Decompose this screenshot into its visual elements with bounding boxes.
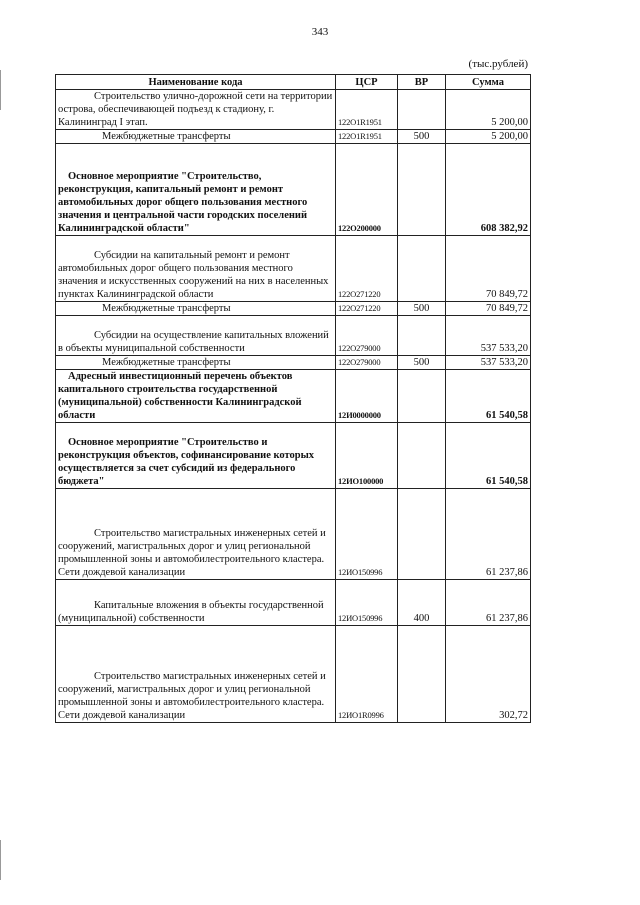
budget-table	[55, 74, 531, 723]
page-number: 343	[311, 26, 329, 38]
row-vr: 500	[398, 130, 446, 144]
row-name	[56, 90, 336, 130]
row-code: 12ИО150996	[336, 580, 398, 626]
row-vr	[398, 423, 446, 489]
row-name-text: Межбюджетные трансферты	[102, 357, 231, 368]
row-name-text: Строительство улично-дорожной сети на территории острова, обеспечивающей подъезд к стадиону, г. Калининград I этап.	[58, 91, 333, 128]
table-row	[56, 302, 531, 316]
row-code: 122О1R1951	[336, 130, 398, 144]
table-row	[56, 370, 531, 423]
row-name	[56, 423, 336, 489]
scan-edge-mark	[0, 70, 1, 110]
header-sum: Сумма	[446, 75, 531, 90]
table-row	[56, 626, 531, 723]
row-sum: 70 849,72	[446, 302, 531, 316]
table-row	[56, 90, 531, 130]
row-sum: 5 200,00	[446, 90, 531, 130]
table-row	[56, 144, 531, 236]
row-sum: 537 533,20	[446, 316, 531, 356]
row-name	[56, 356, 336, 370]
row-sum: 61 237,86	[446, 580, 531, 626]
row-vr: 500	[398, 356, 446, 370]
row-vr	[398, 90, 446, 130]
row-name-text: Основное мероприятие "Строительство и реконструкция объектов, софинансирование которых осуществляется за счет субсидий из федерального бюджета"	[58, 437, 315, 487]
row-sum: 302,72	[446, 626, 531, 723]
row-name	[56, 316, 336, 356]
scan-edge-mark	[0, 840, 1, 880]
row-vr	[398, 144, 446, 236]
row-name	[56, 130, 336, 144]
row-code: 122О271220	[336, 236, 398, 302]
row-name-text: Межбюджетные трансферты	[102, 303, 231, 314]
row-name-text: Субсидии на капитальный ремонт и ремонт автомобильных дорог общего пользования местного значения и искусственных сооружений на них в населенных пунктах Калининградской области	[58, 250, 329, 300]
row-name-text: Строительство магистральных инженерных сетей и сооружений, магистральных дорог и улиц региональной промышленной зоны и автомобилестроительного кластера. Сети дождевой канализации	[58, 528, 326, 578]
header-name: Наименование кода	[56, 75, 336, 90]
header-code: ЦСР	[336, 75, 398, 90]
table-row	[56, 130, 531, 144]
table-row	[56, 580, 531, 626]
row-name	[56, 236, 336, 302]
table-header-row	[56, 75, 531, 90]
row-sum: 61 540,58	[446, 423, 531, 489]
row-name-text: Строительство магистральных инженерных сетей и сооружений, магистральных дорог и улиц региональной промышленной зоны и автомобилестроительного кластера. Сети дождевой канализации	[58, 671, 326, 721]
row-name	[56, 580, 336, 626]
row-vr: 400	[398, 580, 446, 626]
row-sum: 608 382,92	[446, 144, 531, 236]
row-vr	[398, 626, 446, 723]
row-vr: 500	[398, 302, 446, 316]
row-name	[56, 370, 336, 423]
row-code: 12И0000000	[336, 370, 398, 423]
row-name-text: Капитальные вложения в объекты государственной (муниципальной) собственности	[58, 600, 324, 624]
row-name-text: Межбюджетные трансферты	[102, 131, 231, 142]
row-code: 122О1R1951	[336, 90, 398, 130]
row-code: 12ИО150996	[336, 489, 398, 580]
row-vr	[398, 316, 446, 356]
row-vr	[398, 489, 446, 580]
row-sum: 70 849,72	[446, 236, 531, 302]
table-row	[56, 423, 531, 489]
row-vr	[398, 370, 446, 423]
table-row	[56, 316, 531, 356]
row-name	[56, 489, 336, 580]
row-code: 122О200000	[336, 144, 398, 236]
table-row	[56, 489, 531, 580]
row-code: 122О279000	[336, 316, 398, 356]
row-sum: 5 200,00	[446, 130, 531, 144]
units-label: (тыс.рублей)	[468, 58, 528, 70]
row-name	[56, 302, 336, 316]
row-name	[56, 626, 336, 723]
row-sum: 61 540,58	[446, 370, 531, 423]
row-name-text: Адресный инвестиционный перечень объектов капитального строительства государственной (муниципальной) собственности Калининградской области	[58, 371, 302, 421]
row-name-text: Субсидии на осуществление капитальных вложений в объекты муниципальной собственности	[58, 330, 329, 354]
row-vr	[398, 236, 446, 302]
row-sum: 61 237,86	[446, 489, 531, 580]
table-row	[56, 236, 531, 302]
row-code: 12ИО1R0996	[336, 626, 398, 723]
row-name	[56, 144, 336, 236]
row-name-text: Основное мероприятие "Строительство, реконструкция, капитальный ремонт и ремонт автомобильных дорог общего пользования местного значения и центральной части городских поселений Калининградской области"	[58, 171, 308, 234]
row-code: 122О279000	[336, 356, 398, 370]
row-sum: 537 533,20	[446, 356, 531, 370]
table-row	[56, 356, 531, 370]
row-code: 122О271220	[336, 302, 398, 316]
row-code: 12ИО100000	[336, 423, 398, 489]
header-vr: ВР	[398, 75, 446, 90]
